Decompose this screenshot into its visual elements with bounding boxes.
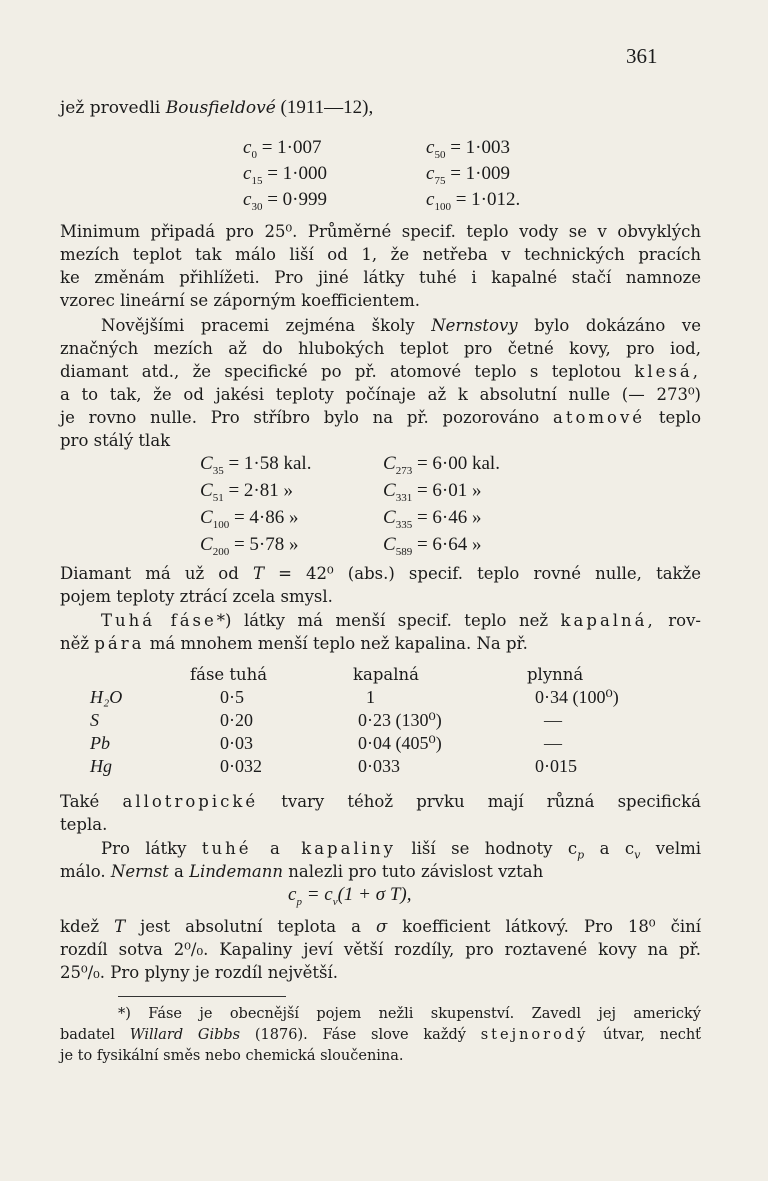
- table-header-liquid: kapalná: [353, 665, 419, 684]
- table-row-substance: S: [90, 710, 99, 730]
- table-cell-liquid: 1: [366, 687, 375, 707]
- para4-line1: Také allotropické tvary téhož prvku mají různá specifická: [60, 792, 701, 811]
- para1-line1: Minimum připadá pro 25⁰. Průměrné specif. teplo vody se v obvyklých: [60, 222, 701, 241]
- table-header-solid: fáse tuhá: [190, 665, 268, 684]
- c-value-50: $c_{50} = 1\cdot 003$: [426, 137, 510, 161]
- para2-line3: diamant atd., že specifické po př. atomové teplo s teplotou klesá,: [60, 362, 701, 381]
- table-cell-gas: —: [544, 733, 562, 753]
- para4-line3: Pro látky tuhé a kapaliny liší se hodnoty $c_p$ a $c_v$ velmi: [101, 839, 702, 862]
- C-value-335: $C_{335} = 6\cdot 46$ »: [383, 507, 482, 531]
- table-cell-liquid: 0·04 (405⁰): [358, 733, 442, 753]
- table-cell-liquid: 0·033: [358, 756, 400, 776]
- footnote-line2: badatel Willard Gibbs (1876). Fáse slove každý stejnorodý útvar, nechť: [60, 1027, 701, 1043]
- c-value-0: $c_0 = 1\cdot 007$: [243, 137, 322, 161]
- para1-line4: vzorec lineární se záporným koefficientem.: [60, 291, 421, 310]
- C-value-200: $C_{200} = 5\cdot 78$ »: [200, 534, 299, 558]
- c-value-75: $c_{75} = 1\cdot 009$: [426, 163, 510, 187]
- footnote-line3: je to fysikální směs nebo chemická sloučenina.: [60, 1048, 404, 1064]
- para4-line4: málo. Nernst a Lindemann nalezli pro tuto závislost vztah: [60, 862, 544, 881]
- table-cell-solid: 0·032: [220, 756, 262, 776]
- para4-line2: tepla.: [60, 815, 108, 834]
- para2-line4: a to tak, že od jakési teploty počínaje až k absolutní nulle (— 273⁰): [60, 385, 701, 404]
- intro-line: jež provedli Bousfieldové (1911—12),: [60, 97, 374, 118]
- table-cell-solid: 0·20: [220, 710, 253, 730]
- C-value-273: $C_{273} = 6\cdot 00$ kal.: [383, 453, 500, 477]
- table-cell-gas: —: [544, 710, 562, 730]
- para5-line1: kdež T jest absolutní teplota a σ koefficient látkový. Pro 18⁰ činí: [60, 917, 701, 936]
- c-value-15: $c_{15} = 1\cdot 000$: [243, 163, 327, 187]
- table-cell-liquid: 0·23 (130⁰): [358, 710, 442, 730]
- para2-line6: pro stálý tlak: [60, 431, 171, 450]
- page-number: 361: [626, 44, 658, 68]
- C-value-100: $C_{100} = 4\cdot 86$ »: [200, 507, 299, 531]
- para5-line3: 25⁰/₀. Pro plyny je rozdíl největší.: [60, 963, 339, 982]
- table-cell-solid: 0·03: [220, 733, 253, 753]
- para2-line1: Novějšími pracemi zejména školy Nernstovy bylo dokázáno ve: [101, 316, 701, 335]
- table-cell-solid: 0·5: [220, 687, 244, 707]
- para3-line2: pojem teploty ztrácí zcela smysl.: [60, 587, 333, 606]
- para2-line2: značných mezích až do hlubokých teplot pro četné kovy, pro iod,: [60, 339, 701, 358]
- table-row-substance: H₂O: [90, 687, 123, 707]
- table-cell-gas: 0·34 (100⁰): [535, 687, 619, 707]
- c-value-100: $c_{100} = 1\cdot 012$.: [426, 189, 521, 213]
- para1-line2: mezích teplot tak málo liší od 1, že netřeba v technických pracích: [60, 245, 701, 264]
- C-value-331: $C_{331} = 6\cdot 01$ »: [383, 480, 482, 504]
- para2-line5: je rovno nulle. Pro stříbro bylo na př. pozorováno atomové teplo: [60, 408, 701, 427]
- table-row-substance: Hg: [90, 756, 112, 776]
- para5-line2: rozdíl sotva 2⁰/₀. Kapaliny jeví větší rozdíly, pro roztavené kovy na př.: [60, 940, 701, 959]
- table-header-gas: plynná: [527, 665, 584, 684]
- C-value-589: $C_{589} = 6\cdot 64$ »: [383, 534, 482, 558]
- C-value-51: $C_{51} = 2\cdot 81$ »: [200, 480, 293, 504]
- para3-line4: něž pára má mnohem menší teplo než kapalina. Na př.: [60, 634, 528, 653]
- para1-line3: ke změnám přihlížeti. Pro jiné látky tuhé i kapalné stačí namnoze: [60, 268, 701, 287]
- table-cell-gas: 0·015: [535, 756, 577, 776]
- table-row-substance: Pb: [90, 733, 110, 753]
- footnote-line1: *) Fáse je obecnější pojem nežli skupenství. Zavedl jej americký: [118, 1006, 701, 1022]
- formula: $c_p = c_v(1 + \sigma$ T),: [288, 884, 412, 908]
- C-value-35: $C_{35} = 1\cdot 58$ kal.: [200, 453, 312, 477]
- para3-line3: Tuhá fáse*) látky má menší specif. teplo než kapalná, rov-: [101, 611, 701, 630]
- c-value-30: $c_{30} = 0\cdot 999$: [243, 189, 327, 213]
- footnote-rule: [118, 996, 286, 997]
- para3-line1: Diamant má už od T = 42⁰ (abs.) specif. teplo rovné nulle, takže: [60, 564, 701, 583]
